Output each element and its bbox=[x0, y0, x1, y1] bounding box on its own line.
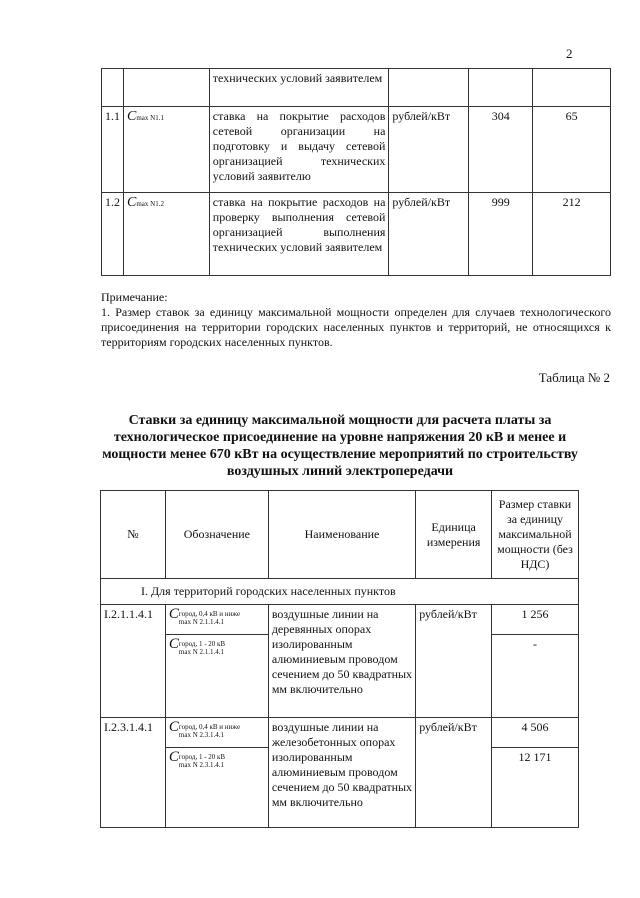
description: воздушные линии на деревянных опорах изолированным алюминиевым проводом сечением до 50 квадратных мм включительно bbox=[268, 605, 415, 718]
row-number: 1.1 bbox=[102, 107, 124, 193]
value-1: 999 bbox=[469, 193, 533, 276]
symbol-cell bbox=[124, 193, 210, 276]
table-row bbox=[101, 718, 579, 748]
symbol-subscript: max N 2.3.1.4.1 bbox=[178, 731, 224, 739]
note-text: 1. Размер ставок за единицу максимальной мощности определен для случаев технологического присоединения на территории городских населенных пунктов и территорий, не относящихся к территориям городских населенных пунктов. bbox=[101, 305, 611, 349]
header-row bbox=[101, 491, 579, 579]
symbol: C bbox=[127, 109, 137, 124]
symbol-subscript: max N1.1 bbox=[136, 114, 164, 122]
symbol: C bbox=[168, 749, 179, 765]
row-number: I.2.3.1.4.1 bbox=[101, 718, 166, 828]
header-rate: Размер ставки за единицу максимальной мощности (без НДС) bbox=[492, 491, 579, 579]
unit: рублей/кВт bbox=[416, 718, 492, 828]
row-number bbox=[102, 69, 124, 107]
value-2: 65 bbox=[533, 107, 611, 193]
symbol-cell bbox=[165, 605, 268, 635]
header-number: № bbox=[101, 491, 166, 579]
header-symbol: Обозначение bbox=[165, 491, 268, 579]
table-row bbox=[102, 193, 611, 276]
symbol-superscript: город, 0,4 кВ и ниже bbox=[178, 723, 241, 731]
rate-value: 4 506 bbox=[492, 718, 579, 748]
section-title: I. Для территорий городских населенных пунктов bbox=[101, 579, 579, 605]
value-1 bbox=[469, 69, 533, 107]
symbol-superscript: город, 0,4 кВ и ниже bbox=[178, 610, 241, 618]
header-unit: Единица измерения bbox=[416, 491, 492, 579]
symbol-cell bbox=[124, 107, 210, 193]
table-2-title: Ставки за единицу максимальной мощности для расчета платы за технологическое присоединение на уровне напряжения 20 кВ и менее и мощности менее 670 кВт на осуществление мероприятий по строительству воздушных линий электропередачи bbox=[102, 413, 578, 479]
value-2: 212 bbox=[533, 193, 611, 276]
symbol: C bbox=[168, 636, 179, 652]
symbol-subscript: max N1.2 bbox=[136, 200, 164, 208]
note-title: Примечание: bbox=[101, 290, 168, 304]
unit: рублей/кВт bbox=[389, 193, 469, 276]
symbol-cell bbox=[165, 635, 268, 718]
unit bbox=[389, 69, 469, 107]
symbol: C bbox=[168, 719, 179, 735]
description: ставка на покрытие расходов на проверку выполнения сетевой организацией выполнения технических условий заявителем bbox=[209, 193, 389, 276]
table-row bbox=[102, 107, 611, 193]
section-row bbox=[101, 579, 579, 605]
unit: рублей/кВт bbox=[389, 107, 469, 193]
symbol-subscript: max N 2.3.1.4.1 bbox=[178, 761, 224, 769]
header-name: Наименование bbox=[268, 491, 415, 579]
symbol: C bbox=[127, 195, 137, 210]
symbol-subscript: max N 2.1.1.4.1 bbox=[178, 648, 224, 656]
rate-value: 1 256 bbox=[492, 605, 579, 635]
value-2 bbox=[533, 69, 611, 107]
symbol-superscript: город, 1 - 20 кВ bbox=[178, 640, 226, 648]
symbol-cell bbox=[124, 69, 210, 107]
table-2-label: Таблица № 2 bbox=[538, 370, 610, 385]
symbol: C bbox=[168, 606, 179, 622]
symbol-cell bbox=[165, 718, 268, 748]
value-1: 304 bbox=[469, 107, 533, 193]
description: технических условий заявителем bbox=[209, 69, 389, 107]
table-row bbox=[101, 605, 579, 635]
page-number: 2 bbox=[566, 46, 573, 61]
symbol-superscript: город, 1 - 20 кВ bbox=[178, 753, 226, 761]
rates-table-2 bbox=[100, 490, 579, 828]
row-number: I.2.1.1.4.1 bbox=[101, 605, 166, 718]
rates-table-1 bbox=[101, 68, 611, 276]
symbol-subscript: max N 2.1.1.4.1 bbox=[178, 618, 224, 626]
symbol-cell bbox=[165, 748, 268, 828]
table-row bbox=[102, 69, 611, 107]
description: ставка на покрытие расходов сетевой организации на подготовку и выдачу сетевой организацией технических условий заявителю bbox=[209, 107, 389, 193]
rate-value: 12 171 bbox=[492, 748, 579, 828]
note bbox=[101, 290, 611, 350]
rate-value: - bbox=[492, 635, 579, 718]
row-number: 1.2 bbox=[102, 193, 124, 276]
unit: рублей/кВт bbox=[416, 605, 492, 718]
description: воздушные линии на железобетонных опорах изолированным алюминиевым проводом сечением до 50 квадратных мм включительно bbox=[268, 718, 415, 828]
